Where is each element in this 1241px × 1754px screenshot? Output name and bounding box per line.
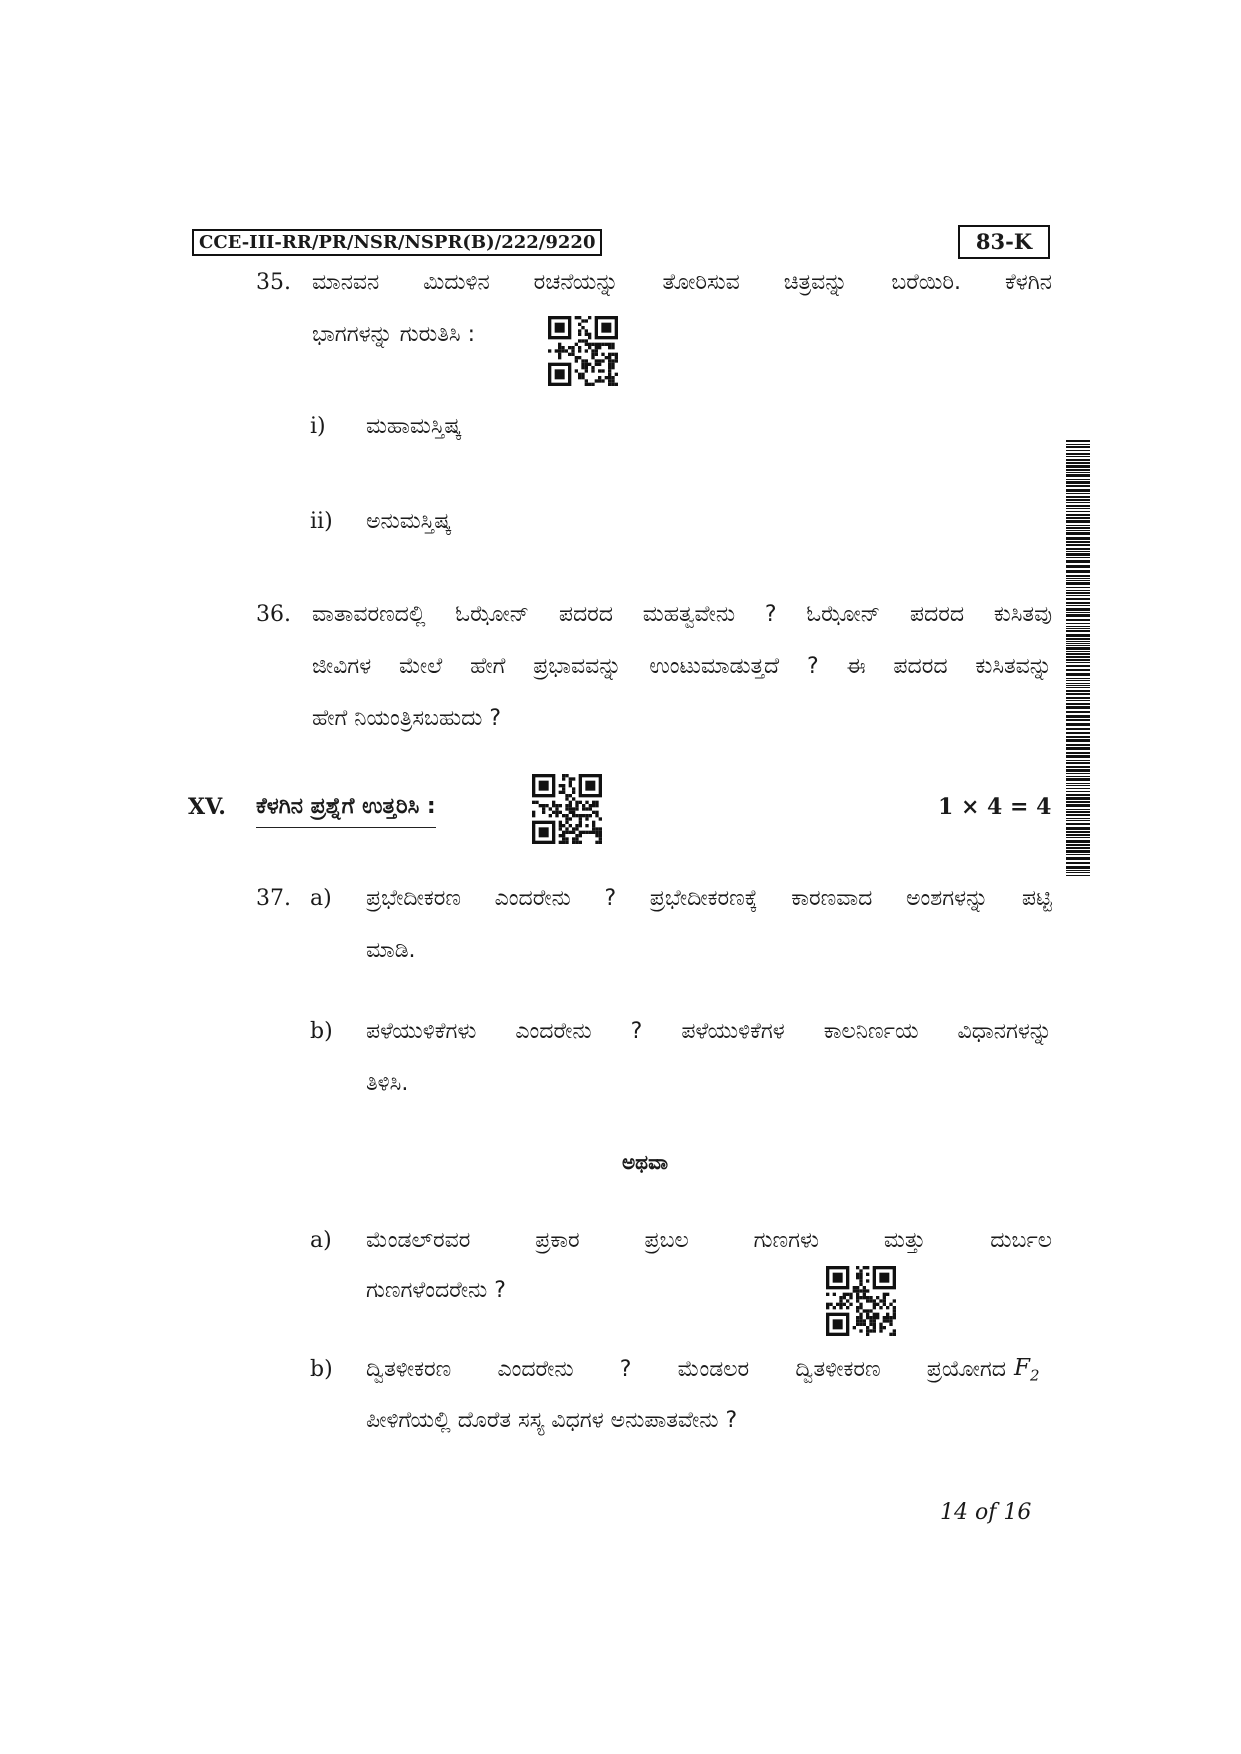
q37-alt-b-label: b): [310, 1357, 333, 1382]
q36-line-2: ಜೀವಿಗಳ ಮೇಲೆ ಹೇಗೆ ಪ್ರಭಾವವನ್ನು ಉಂಟುಮಾಡುತ್ತದೆ ? ಈ ಪದರದ ಕುಸಿತವನ್ನು: [312, 654, 1052, 679]
or-separator: ಅಥವಾ: [622, 1150, 668, 1174]
question-number-37: 37.: [256, 886, 291, 911]
section-number: XV.: [188, 794, 226, 820]
q37-b-label: b): [310, 1019, 333, 1044]
q35-line-1: ಮಾನವನ ಮಿದುಳಿನ ರಚನೆಯನ್ನು ತೋರಿಸುವ ಚಿತ್ರವನ್ನು ಬರೆಯಿರಿ. ಕೆಳಗಿನ: [312, 270, 1052, 295]
q37-alt-a-line-1: ಮೆಂಡಲ್‌ರವರ ಪ್ರಕಾರ ಪ್ರಬಲ ಗುಣಗಳು ಮತ್ತು ದುರ್ಬಲ: [366, 1228, 1052, 1253]
qr-code-icon: [532, 774, 602, 844]
section-title: ಕೆಳಗಿನ ಪ್ರಶ್ನೆಗೆ ಉತ್ತರಿಸಿ :: [256, 794, 436, 828]
section-marks: 1 × 4 = 4: [938, 794, 1052, 820]
exam-code: CCE-III-RR/PR/NSR/NSPR(B)/222/9220: [192, 229, 602, 256]
f2-variable: F: [1014, 1355, 1030, 1381]
q35-line-2: ಭಾಗಗಳನ್ನು ಗುರುತಿಸಿ :: [312, 322, 476, 347]
q37-b-line-1: ಪಳೆಯುಳಿಕೆಗಳು ಎಂದರೇನು ? ಪಳೆಯುಳಿಕೆಗಳ ಕಾಲನಿರ್ಣಯ ವಿಧಾನಗಳನ್ನು: [366, 1019, 1052, 1044]
q37-alt-a-label: a): [310, 1228, 332, 1253]
question-number-36: 36.: [256, 602, 291, 627]
q35-item-text-2: ಅನುಮಸ್ತಿಷ್ಕ: [366, 509, 452, 534]
q35-item-label-2: ii): [310, 509, 333, 534]
qr-code-icon: [548, 316, 618, 386]
q36-line-3: ಹೇಗೆ ನಿಯಂತ್ರಿಸಬಹುದು ?: [312, 706, 502, 731]
page-number: 14 of 16: [940, 1500, 1032, 1525]
q37-alt-a-line-2: ಗುಣಗಳೆಂದರೇನು ?: [366, 1278, 506, 1303]
paper-code: 83-K: [958, 225, 1050, 259]
q37-alt-b-line-2: ಪೀಳಿಗೆಯಲ್ಲಿ ದೊರೆತ ಸಸ್ಯ ವಿಧಗಳ ಅನುಪಾತವೇನು ?: [366, 1408, 738, 1433]
q37-a-line-2: ಮಾಡಿ.: [366, 938, 416, 963]
barcode-icon: [1066, 440, 1090, 876]
q36-line-1: ವಾತಾವರಣದಲ್ಲಿ ಓಝೋನ್ ಪದರದ ಮಹತ್ವವೇನು ? ಓಝೋನ್ ಪದರದ ಕುಸಿತವು: [312, 602, 1052, 627]
q37-alt-b-line-1: ದ್ವಿತಳೀಕರಣ ಎಂದರೇನು ? ಮೆಂಡಲರ ದ್ವಿತಳೀಕರಣ ಪ್ರಯೋಗದ: [366, 1357, 1006, 1382]
q37-b-line-2: ತಿಳಿಸಿ.: [366, 1071, 409, 1096]
question-number-35: 35.: [256, 270, 291, 295]
q37-a-label: a): [310, 886, 332, 911]
f2-symbol: [1014, 1355, 1040, 1385]
f2-subscript: 2: [1029, 1366, 1040, 1385]
q35-item-text-1: ಮಹಾಮಸ್ತಿಷ್ಕ: [366, 414, 462, 439]
qr-code-icon: [826, 1266, 896, 1336]
q37-a-line-1: ಪ್ರಭೇದೀಕರಣ ಎಂದರೇನು ? ಪ್ರಭೇದೀಕರಣಕ್ಕೆ ಕಾರಣವಾದ ಅಂಶಗಳನ್ನು ಪಟ್ಟಿ: [366, 886, 1052, 911]
q35-item-label-1: i): [310, 414, 326, 439]
